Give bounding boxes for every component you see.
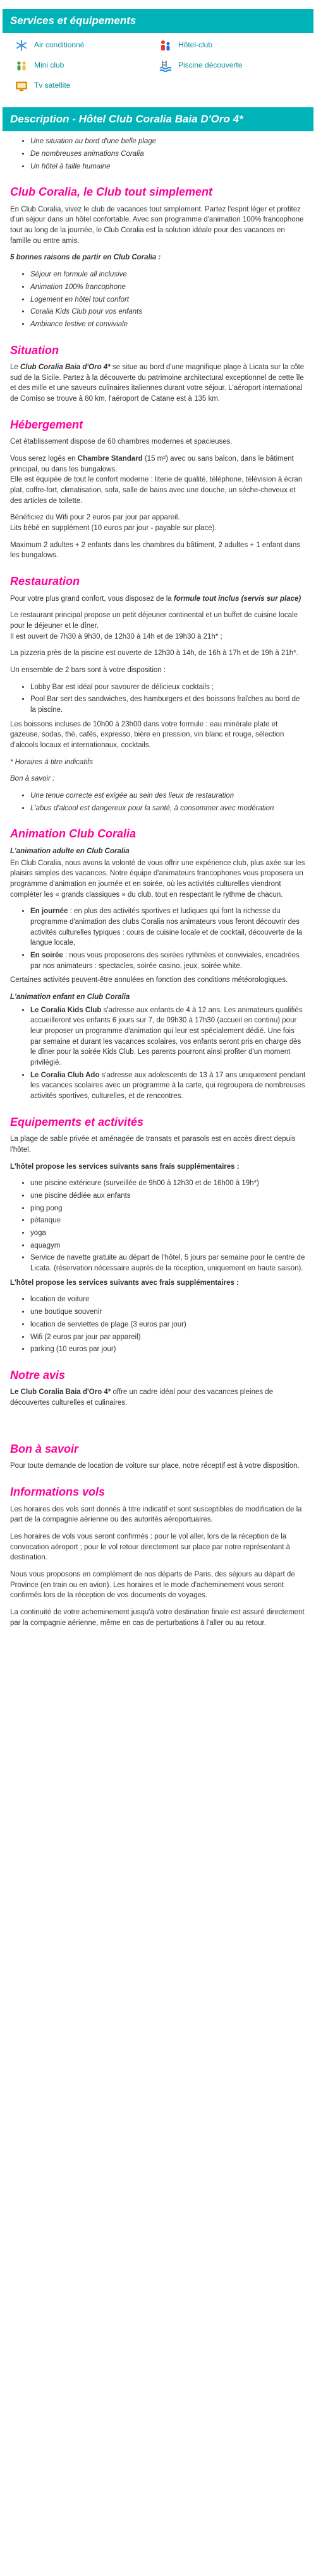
subheading: L'animation adulte en Club Coralia [10,848,130,856]
paragraph: Les horaires des vols sont donnés à titre indicatif et sont susceptibles de modification de la part de la compagnie aérienne ou des autorités aéroportuaires. [10,1505,302,1524]
paragraph: Il est ouvert de 7h30 à 9h30, de 12h30 à 14h et de 19h30 à 21h* ; [10,632,222,641]
snowflake-icon [15,39,28,52]
text-fragment: (15 m²) avec ou sans balcon, dans le bâtiment principal, ou dans les bungalows. [10,455,294,473]
list-item: • une boutique souvenir [30,1307,306,1318]
pool-icon [159,59,172,72]
paragraph: En Club Coralia, vivez le club de vacances tout simplement. Partez l'esprit léger et profitez d'un séjour dans un hôtel confortable. Avec son programme d'animation 100% francophone tout au long de la journée, le Club Coralia est la solution idéale pour des vacances en famille ou entre amis. [10,205,304,245]
paragraph: Pour toute demande de location de voiture sur place, notre réceptif est à votre disposition. [10,1462,300,1470]
subheading: L'hôtel propose les services suivants sans frais supplémentaires : [10,1162,240,1171]
subheading: L'hôtel propose les services suivants avec frais supplémentaires : [10,1279,239,1287]
paragraph: La plage de sable privée et aménagée de transats et parasols est en accès direct depuis l'hôtel. [10,1135,296,1154]
text-fragment: Vous serez logés en [10,455,78,463]
item-title: Le Coralia Kids Club [30,1006,102,1014]
service-label: Air conditionné [34,40,85,50]
paragraph [10,454,306,475]
kids-icon [15,59,28,72]
list-item: • Une situation au bord d'une belle plage [30,136,306,147]
paragraph: Cet établissement dispose de 60 chambres modernes et spacieuses. [10,438,233,446]
item-text: s'adresse aux enfants de 4 à 12 ans. Les animateurs qualifiés accueilleront vos enfants 6 jours sur 7, de 09h30 à 17h30 (accueil en continu) pour leur proposer un programme d'animation qui leur est spécialement dédié. Une fois par semaine et durant les vacances scolaires, vos enfants seront pris en charge dès le dîner pour la soirée Kids Club. Les parents pourront ainsi profiter d'un moment privilégié. [30,1006,303,1067]
item-title: En journée [30,907,68,916]
section-heading-hebergement: Hébergement [10,418,83,431]
paragraph [10,1387,306,1408]
family-icon [159,39,172,52]
list-item: • location de serviettes de plage (3 euros par jour) [30,1320,306,1330]
service-label: Hôtel-club [178,40,213,50]
paragraph: 5 bonnes raisons de partir en Club Coralia : [10,254,161,262]
description-header: Description - Hôtel Club Coralia Baia D'Oro 4* [3,107,313,131]
list-item: • location de voiture [30,1294,306,1305]
item-title: Le Coralia Club Ado [30,1071,100,1079]
service-label: Mini club [34,61,64,70]
section-heading-bon-a-savoir: Bon à savoir [10,1442,79,1455]
list-item: • Coralia Kids Club pour vos enfants [30,307,306,317]
list-item [30,950,306,971]
formula-name: formule tout inclus (servis sur place) [173,594,301,603]
service-hotel-club [159,39,303,52]
service-tv-satellite [15,80,166,92]
text-fragment: offre un cadre idéal pour des vacances pleines de découvertes culturelles et culinaires. [10,1388,274,1407]
paragraph: Certaines activités peuvent-être annulées en fonction des conditions météorologiques. [10,976,288,984]
list-item: • une piscine extérieure (surveillée de 9h00 à 12h30 et de 16h00 à 19h*) [30,1178,306,1189]
section-heading-restauration: Restauration [10,575,80,588]
tv-icon [15,80,28,92]
list-item: • Un hôtel à taille humaine [30,162,306,172]
paragraph: Nous vous proposons en complément de nos départs de Paris, des séjours au départ de Province (en train ou en avion). Les horaires et le mode d'acheminement vous seront confirmés lors de la réception de vos documents de voyages. [10,1571,295,1600]
paid-services-list [10,1294,306,1354]
paragraph: La pizzeria près de la piscine est ouverte de 12h30 à 14h, de 16h à 17h et de 19h à 21h*. [10,649,298,658]
paragraph: Bon à savoir : [10,775,55,783]
service-mini-club [15,59,159,72]
paragraph [10,594,306,605]
services-header: Services et équipements [3,9,313,33]
room-type: Chambre Standard [77,455,143,463]
text-fragment: se situe au bord d'une magnifique plage à Licata sur la côte sud de la Sicile. Partez à la découverte du patrimoine architectural exceptionnel de cette île et des mille et une saveurs culinaires italiennes durant votre séjour. L'aéroport international de Comiso se trouve à 80 km, l'aéroport de Catane est à 135 km. [10,363,305,403]
section-heading-animation: Animation Club Coralia [10,827,137,841]
list-item: • ping pong [30,1203,306,1214]
paragraph: Bénéficiez du Wifi pour 2 euros par jour par appareil. [10,514,180,522]
item-text: : en plus des activités sportives et ludiques qui font la richesse du programme d'animation des clubs Coralia nos animateurs vous feront découvrir des activités culturelles typiques : cours de cuisine locale et de cocktail, découverte de la langue locale, [30,907,303,947]
paragraph: Elle est équipée de tout le confort moderne : literie de qualité, téléphone, télévision à écran plat, coffre-fort, climatisation, sofa, salle de bains avec une douche, un sèche-cheveux et des articles de toilette. [10,476,303,505]
list-item: • Service de navette gratuite au départ de l'hôtel, 5 jours par semaine pour le centre de Licata. (réservation nécessaire auprès de la réception, uniquement en haute saison). [30,1253,306,1273]
paragraph: * Horaires à titre indicatifs [10,758,94,766]
list-item [30,1070,306,1102]
intro-list [10,136,306,172]
list-item [30,1005,306,1068]
text-fragment: Pour votre plus grand confort, vous disposez de la [10,594,174,603]
section-heading-situation: Situation [10,343,59,357]
list-item: • Pool Bar sert des sandwiches, des hamburgers et des boissons fraîches au bord de la piscine. [30,694,306,715]
paragraph: Maximum 2 adultes + 2 enfants dans les chambres du bâtiment, 2 adultes + 1 enfant dans les bungalows. [10,541,300,560]
service-piscine [159,59,303,72]
list-item: • aquagym [30,1241,306,1251]
list-item: • Ambiance festive et conviviale [30,319,306,330]
kids-list [10,1005,306,1102]
paragraph: Un ensemble de 2 bars sont à votre disposition : [10,666,166,675]
service-label: Tv satellite [34,81,71,90]
paragraph: Lits bébé en supplément (10 euros par jour - payable sur place). [10,524,217,533]
list-item: • Séjour en formule all inclusive [30,269,306,280]
list-item: • pétanque [30,1215,306,1226]
section-heading-equipements: Equipements et activités [10,1115,144,1128]
service-air-conditionne [15,39,159,52]
service-label: Piscine découverte [178,61,243,70]
list-item: • une piscine dédiée aux enfants [30,1191,306,1202]
services-grid [3,35,313,96]
hotel-name: Club Coralia Baia d'Oro 4* [20,363,111,372]
item-text: : nous vous proposerons des soirées rythmées et conviviales, encadrées par nos animateurs : spectacles, soirée casino, jeux, soirée white. [30,952,300,970]
item-title: En soirée [30,952,63,960]
section-heading-informations-vols: Informations vols [10,1486,106,1499]
animation-list [10,906,306,971]
paragraph [10,362,306,405]
text-fragment: Le [10,363,20,372]
paragraph: Le restaurant principal propose un petit déjeuner continental et un buffet de cuisine locale pour le déjeuner et le dîner. [10,612,298,630]
free-services-list [10,1178,306,1273]
paragraph: La continuité de votre acheminement jusqu'à votre destination finale est assuré directement par la compagnie aérienne, même en cas de perturbations à l'aller ou au retour. [10,1609,305,1627]
reasons-list [10,269,306,329]
list-item: • Une tenue correcte est exigée au sein des lieux de restauration [30,791,306,801]
list-item: • L'abus d'alcool est dangereux pour la santé, à consommer avec modération [30,803,306,814]
section-heading-avis: Notre avis [10,1368,66,1381]
paragraph: Les horaires de vols vous seront confirmés : pour le vol aller, lors de la réception de la convocation aéroport ; pour le vol retour directement sur place par notre représentant à destination. [10,1532,290,1562]
section-heading-simplement: Club Coralia, le Club tout simplement [10,186,213,199]
bars-list [10,682,306,716]
paragraph: En Club Coralia, nous avons la volonté de vous offrir une expérience club, plus axée sur les plaisirs simples des vacances. Notre équipe d'animateurs francophones vous proposera un programme d'animation en journée et en soirée, où les activités culturelles viendront compléter les « grands classiques » du club, tout en respectant le rythme de chacun. [10,859,305,899]
list-item: • Logement en hôtel tout confort [30,295,306,305]
hotel-name: Le Club Coralia Baia d'Oro 4* [10,1388,111,1397]
list-item: • Wifi (2 euros par jour par appareil) [30,1332,306,1343]
item-text: s'adresse aux adolescents de 13 à 17 ans uniquement pendant les vacances scolaires avec un programme à la carte, qui regroupera de nombreuses activités sportives, culturelles, et de rencontres. [30,1071,306,1101]
list-item: • Animation 100% francophone [30,282,306,293]
list-item: • De nombreuses animations Coralia [30,149,306,160]
tips-list [10,791,306,813]
paragraph: Les boissons incluses de 10h00 à 23h00 dans votre formule : eau minérale plate et gazeuse, sodas, thé, cafés, expresso, bière en pression, vin blanc et rouge, sélection d'alcools locaux et internationaux, cocktails. [10,720,284,750]
list-item: • Lobby Bar est idéal pour savourer de délicieux cocktails ; [30,682,306,693]
list-item: • yoga [30,1228,306,1239]
list-item: • parking (10 euros par jour) [30,1344,306,1355]
list-item [30,906,306,948]
subheading: L'animation enfant en Club Coralia [10,993,130,1001]
